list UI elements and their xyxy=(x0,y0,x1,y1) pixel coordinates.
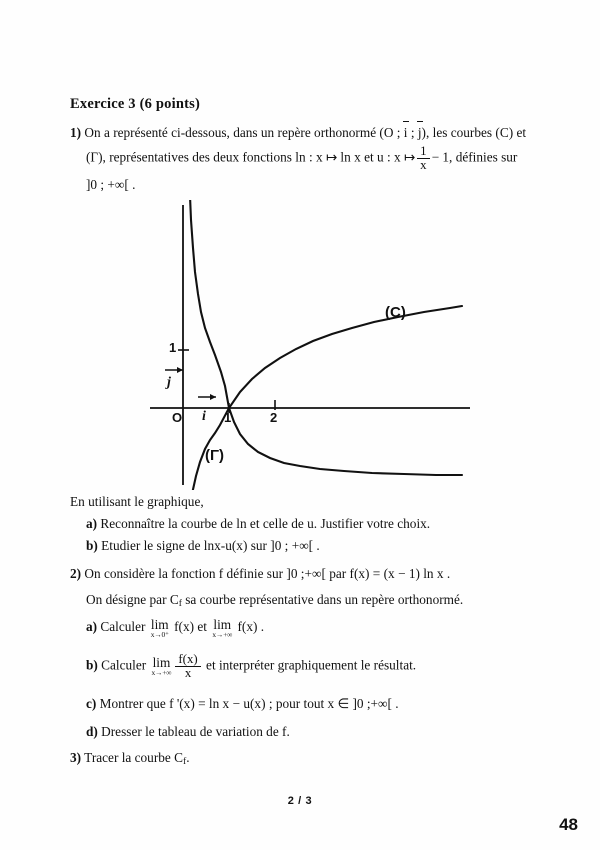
question-2a-text-b: et xyxy=(194,619,211,635)
question-2-interval: ]0 ;+∞[ xyxy=(286,565,326,581)
limit-operator-1: lim xyxy=(150,617,169,633)
question-1b-label: b) xyxy=(86,538,98,554)
fraction-fx-denominator: x xyxy=(184,666,192,681)
question-2b xyxy=(70,653,540,681)
document-content-lower xyxy=(70,492,540,772)
question-1-line-3: ]0 ; +∞[ . xyxy=(86,176,136,192)
question-2a-text-a: Calculer xyxy=(100,619,149,635)
x-tick-label-1: 1 xyxy=(224,410,232,425)
question-2d-label: d) xyxy=(86,723,98,739)
question-2-line-2 xyxy=(70,590,540,612)
exercise-title: Exercice 3 (6 points) xyxy=(70,96,200,112)
limit-1-body: f(x) xyxy=(170,619,195,635)
question-2a xyxy=(70,617,540,638)
graph-svg xyxy=(0,200,600,490)
curve-ln-C xyxy=(192,306,462,490)
question-1a xyxy=(70,514,540,534)
question-2-line2-a: On désigne par C xyxy=(86,591,179,607)
question-2b-text-b: et interpréter graphiquement le résultat. xyxy=(202,657,417,673)
curve-gamma xyxy=(190,200,462,475)
vector-j-label: j xyxy=(167,375,171,390)
graph-figure xyxy=(0,200,600,490)
vector-j-arrow xyxy=(165,367,183,373)
vector-j-inline: j xyxy=(418,122,422,143)
fraction-numerator: 1 xyxy=(417,145,429,159)
question-1-line2-a: (Γ), représentatives des deux fonctions ln : x xyxy=(86,149,326,165)
limit-subscript-1: x→0⁺ xyxy=(150,630,169,640)
question-1-label: 1) xyxy=(70,125,82,140)
question-1-line2-b: ln x et u : x xyxy=(337,149,404,165)
question-2c-interval: ]0 ;+∞[ . xyxy=(352,696,399,712)
question-3-text-b: . xyxy=(186,749,190,765)
limit-operator-2: lim xyxy=(213,617,232,633)
mapsto-icon-1: ↦ xyxy=(325,149,338,165)
question-2c-label: c) xyxy=(86,696,97,712)
graph-intro-line: En utilisant le graphique, xyxy=(70,494,204,509)
question-2d-text: Dresser le tableau de variation de f. xyxy=(101,723,290,739)
cf-subscript-1: f xyxy=(178,597,182,609)
page-footer: 2 / 3 xyxy=(287,795,313,807)
vector-i-arrow xyxy=(198,394,216,400)
question-1-text-b: ), les courbes (C) et xyxy=(421,125,527,140)
question-1-line2-c: − 1, définies sur xyxy=(431,149,518,165)
question-3-label: 3) xyxy=(70,749,82,765)
question-1-text-a: On a représenté ci-dessous, dans un repère orthonormé (O ; xyxy=(84,125,404,140)
curve-label-c: (C) xyxy=(385,304,406,321)
question-2b-text-a: Calculer xyxy=(101,657,150,673)
fraction-fx-over-x xyxy=(175,653,200,681)
mapsto-icon-2: ↦ xyxy=(403,149,416,165)
question-1b-text-a: Etudier le signe de lnx-u(x) sur xyxy=(101,538,271,554)
origin-label: O xyxy=(172,410,183,425)
limit-x-to-infinity-1 xyxy=(212,618,232,639)
question-1a-label: a) xyxy=(86,516,98,532)
curve-label-gamma: (Γ) xyxy=(205,447,225,464)
question-1-line-2 xyxy=(70,145,540,173)
question-1b-interval: ]0 ; +∞[ . xyxy=(270,538,320,554)
cf-subscript-2: f xyxy=(183,755,187,767)
corner-page-number: 48 xyxy=(559,815,578,834)
question-2b-label: b) xyxy=(86,657,98,673)
question-1-sep: ; xyxy=(407,125,418,140)
x-tick-label-2: 2 xyxy=(270,410,278,425)
question-2-text-b: par f(x) = (x − 1) ln x . xyxy=(325,565,451,581)
fraction-one-over-x xyxy=(417,145,429,173)
fraction-denominator: x xyxy=(420,158,427,173)
limit-x-to-0-plus xyxy=(151,618,169,639)
question-2-text-a: On considère la fonction f définie sur xyxy=(84,565,287,581)
question-1b xyxy=(70,536,540,556)
limit-operator-3: lim xyxy=(152,654,171,670)
question-2-line-1 xyxy=(70,564,540,584)
y-tick-label-1: 1 xyxy=(169,340,177,355)
question-1a-text: Reconnaître la courbe de ln et celle de u. Justifier votre choix. xyxy=(100,516,431,532)
limit-subscript-2: x→+∞ xyxy=(212,630,233,640)
graph-axes xyxy=(150,205,470,485)
question-1-line-1 xyxy=(70,122,540,143)
vector-i-label: i xyxy=(202,409,206,424)
question-2d xyxy=(70,722,540,742)
limit-x-to-infinity-2 xyxy=(152,656,172,677)
question-2c xyxy=(70,694,540,714)
limit-2-body: f(x) . xyxy=(234,619,265,635)
question-2c-text-a: Montrer que f '(x) = ln x − u(x) ; pour tout x ∈ xyxy=(99,696,353,712)
fraction-fx-numerator: f(x) xyxy=(175,653,200,667)
question-3 xyxy=(70,748,540,770)
vector-i-inline: i xyxy=(404,122,408,143)
question-3-text-a: Tracer la courbe C xyxy=(84,749,184,765)
document-content xyxy=(70,96,540,197)
question-2-label: 2) xyxy=(70,565,82,581)
question-2-line2-b: sa courbe représentative dans un repère orthonormé. xyxy=(181,591,464,607)
question-2a-label: a) xyxy=(86,619,98,635)
limit-subscript-3: x→+∞ xyxy=(151,668,172,678)
